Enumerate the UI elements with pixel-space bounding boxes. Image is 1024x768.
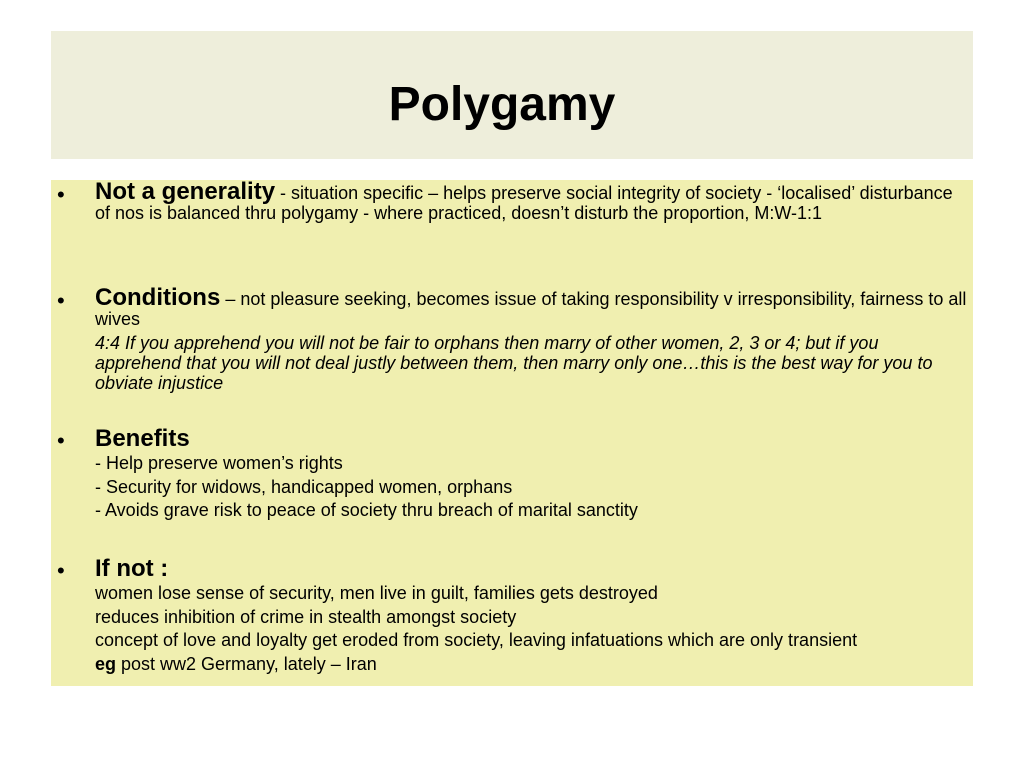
bullet-dot-icon: • xyxy=(57,428,65,453)
title-box xyxy=(51,31,973,159)
bullet-text: – not pleasure seeking, becomes issue of taking responsibility v irresponsibility, fairness to all wives xyxy=(95,289,967,329)
example-line xyxy=(95,653,967,677)
slide-title: Polygamy xyxy=(388,78,616,131)
bullet-dot-icon: • xyxy=(57,288,65,313)
bullet-dot-icon: • xyxy=(57,558,65,583)
bullet-body xyxy=(95,426,967,523)
bullet-body xyxy=(95,284,967,393)
example-label: eg xyxy=(95,653,117,674)
example-text: post ww2 Germany, lately – Iran xyxy=(116,653,377,674)
list-item: - Avoids grave risk to peace of society thru breach of marital sanctity xyxy=(95,500,638,520)
bullet-dot-icon: • xyxy=(57,182,65,207)
list-item: women lose sense of security, men live in guilt, families gets destroyed xyxy=(95,583,658,603)
bullet-heading: Conditions xyxy=(95,284,221,311)
bullet-body xyxy=(95,178,967,223)
content-box xyxy=(51,180,973,686)
list-item: concept of love and loyalty get eroded from society, leaving infatuations which are only transient xyxy=(95,630,858,650)
bullet-body xyxy=(95,556,967,676)
quran-quote: 4:4 If you apprehend you will not be fair to orphans then marry of other women, 2, 3 or 4; but if you apprehend that you will not deal justly between them, then marry only one…this is the best way for you to obviate injustice xyxy=(95,333,933,393)
bullet-paragraph xyxy=(95,178,967,223)
bullet-heading: If not : xyxy=(95,555,169,582)
list-item: - Security for widows, handicapped women, orphans xyxy=(95,476,513,497)
bullet-text: - situation specific – helps preserve social integrity of society - ‘localised’ disturbance of nos is balanced thru polygamy - where practiced, doesn’t disturb the proportion, M:W-1:1 xyxy=(95,183,953,223)
list-item: reduces inhibition of crime in stealth amongst society xyxy=(95,606,517,627)
bullet-heading: Benefits xyxy=(95,425,190,452)
bullet-heading: Not a generality xyxy=(95,178,276,205)
bullet-paragraph xyxy=(95,284,967,329)
list-item: - Help preserve women’s rights xyxy=(95,453,343,473)
